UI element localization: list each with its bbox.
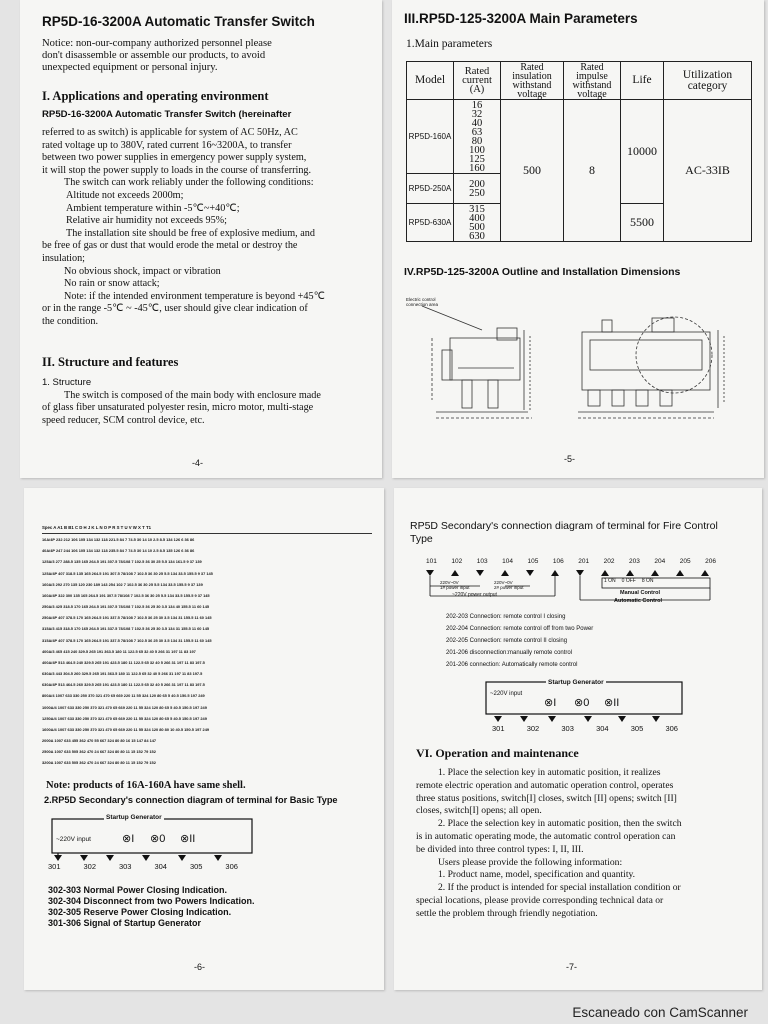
automatic-control-label: Automatic Control xyxy=(614,598,662,604)
indicator-symbol: ⊗0 xyxy=(574,697,590,709)
life-value: 10000 xyxy=(621,100,664,204)
electric-control-label: Electric control connection area xyxy=(406,297,439,307)
impulse-value: 8 xyxy=(564,100,621,242)
notice: Notice: non-our-company authorized personnel please don't disassemble or assemble our products, to avoid unexpected equipment or personal injury. xyxy=(42,38,272,74)
operation-body: 1. Place the selection key in automatic position, it realizes remote electric operation and automatic operation control, operates three status positions, switch[I] closes, switch [II] opens; switch [II] closes, switch[I] opens; all open. 2. Place the selection key in automatic position, then the switch is in automatic operating mode, the automatic control operation can be divided into three control types: I, II, III. Users please provide the following information: 1. Product name, model, specification and quantity. 2. If the product is intended for special installation condition or special locations, please provide corresponding technical data or settle the problem through friendly negotiation. xyxy=(416,767,682,919)
page-5 xyxy=(392,0,764,478)
page-4 xyxy=(20,0,382,478)
table-row: 315A/4P 407 378.5 170 165 264.5 191 337.5 78/108 7 102.5 36 25 30 3.5 134 31 155.5 11 60 145 xyxy=(42,637,212,643)
section2-body: 1. Structure The switch is composed of the main body with enclosure made of glass fiber unsaturated polyester resin, micro motor, multi-stage speed reducer, SCM control device, etc. xyxy=(42,377,321,426)
indicator-symbol: ⊗I xyxy=(122,833,135,845)
header-current: Rated current (A) xyxy=(454,62,501,100)
table-row: 125A/4P 407 318.5 135 165 264.5 191 307.5 78/108 7 102.5 36 30 25 5.5 134 33.5 155.5 9 37 145 xyxy=(42,570,213,576)
manual-control-label: Manual Control xyxy=(620,590,661,596)
table-row: 1600A/4 1007 633 330 250 370 321 470 65 669 220 11 55 324 120 80 80 10 40.5 150.5 197 249 xyxy=(42,726,210,732)
table-row: 630A/4P 513 464.5 260 329.5 265 191 423.5 180 11 122.5 65 32 40 5 266 31 197 11 83 197.5 xyxy=(42,682,205,688)
page5-title: III.RP5D-125-3200A Main Parameters xyxy=(404,11,638,26)
table-row: 400A/4P 513 464.5 240 329.5 265 191 423.5 180 11 122.5 65 32 40 5 266 31 197 11 83 197.5 xyxy=(42,659,205,665)
current-cell: 200 250 xyxy=(454,174,501,204)
section1-title: I. Applications and operating environment xyxy=(42,89,269,103)
table-row: 630A/3 443 304.5 260 329.5 265 191 363.5 180 11 122.5 65 32 40 5 266 31 197 11 83 197.5 xyxy=(42,671,203,677)
table-row: 16A/4P 232 212 106 105 134 132 118 221.5 84 7 74.5 30 14 10 2.5 8.5 134 126 6 36 86 xyxy=(42,537,195,543)
fire-box-terminal-numbers: 301 302 303 304 305 306 xyxy=(492,724,678,733)
table-row: 800A/4 1007 633 330 250 370 321 470 65 669 220 11 55 324 120 80 65 5 40.5 150.5 197 249 xyxy=(42,693,205,699)
indicator-symbol: ⊗I xyxy=(544,697,557,709)
table-row: 160A/3 292 270 135 120 230 189 143 254 102 7 102.5 36 30 25 5.5 134 33.5 155.5 9 37 139 xyxy=(42,581,203,587)
section2-title: II. Structure and features xyxy=(42,355,179,369)
power-input-1-label: 220V~0V 1# power input xyxy=(440,580,470,591)
startup-generator-label: Startup Generator xyxy=(106,814,162,821)
table-row: 1000A/4 1007 633 330 250 370 321 470 65 669 220 11 55 324 120 80 65 5 40.5 150.5 197 249 xyxy=(42,704,207,710)
header-impulse: Rated impulse withstand voltage xyxy=(564,62,621,100)
connection-list: 202-203 Connection: remote control I closing 202-204 Connection: remote control off from two Power 202-205 Connection: remote control II closing 201-206 disconnection:manually remote control 201-206 connection: Automatically remote control xyxy=(446,614,594,668)
page4-title: RP5D-16-3200A Automatic Transfer Switch xyxy=(42,14,315,29)
header-category: Utilization category xyxy=(664,62,752,100)
table-row: 250A/3 425 318.5 170 165 264.5 191 307.5 78/108 7 102.5 36 25 30 3.5 134 40 155.5 11 60 145 xyxy=(42,604,210,610)
camscanner-watermark: Escaneado con CamScanner xyxy=(572,1005,748,1020)
current-cell: 315 400 500 630 xyxy=(454,204,501,242)
model-cell: RP5D-160A xyxy=(407,100,454,174)
basic-terminal-numbers: 301 302 303 304 305 306 xyxy=(48,862,238,871)
model-cell: RP5D-630A xyxy=(407,204,454,242)
table-row: 160A/4P 322 300 135 165 264.5 191 307.5 78/108 7 102.5 36 30 25 5.5 134 33.5 155.5 9 37 145 xyxy=(42,592,210,598)
table-row: 2500A 1007 633 505 362 470 24 667 324 80 80 11 15 152 79 152 xyxy=(42,749,156,755)
header-insulation: Rated insulation withstand voltage xyxy=(501,62,564,100)
page-number: -7- xyxy=(566,962,577,972)
basic-diagram-title: 2.RP5D Secondary's connection diagram of terminal for Basic Type xyxy=(44,795,338,805)
header-life: Life xyxy=(621,62,664,100)
category-value: AC-33IB xyxy=(664,100,752,242)
current-cell: 16 32 40 63 80 100 125 160 xyxy=(454,100,501,174)
page5-subtitle: 1.Main parameters xyxy=(406,38,493,50)
indicator-symbol: ⊗II xyxy=(180,833,196,845)
input-label: ~220V input xyxy=(56,836,91,843)
basic-legend: 302-303 Normal Power Closing Indication. 302-304 Disconnect from two Powers Indication. 302-305 Reserve Power Closing Indication. 301-306 Signal of Startup Generator xyxy=(48,885,255,928)
fire-terminal-numbers: 101 102 103 104 105 106 201 202 203 204 205 206 xyxy=(426,558,716,565)
table-row: 2000A 1007 633 455 362 470 55 667 324 80 80 16 15 147 84 147 xyxy=(42,737,157,743)
life-value: 5500 xyxy=(621,204,664,242)
table-row: 315A/3 415 318.5 170 165 264.5 191 337.5 78/108 7 102.5 36 25 30 3.5 134 31 155.5 11 60 145 xyxy=(42,626,210,632)
page-number: -5- xyxy=(564,454,575,464)
shell-note: Note: products of 16A-160A have same shell. xyxy=(46,780,246,791)
page-6 xyxy=(24,488,384,990)
table-row: 40A/4P 247 244 106 105 134 132 118 235.5 84 7 74.5 30 14 10 2.5 8.5 135 126 6 36 86 xyxy=(42,548,195,554)
insulation-value: 500 xyxy=(501,100,564,242)
manual-switch-labels: 1 ON 0 OFF 8 ON xyxy=(604,578,654,584)
section1-subtitle: RP5D-16-3200A Automatic Transfer Switch (hereinafter xyxy=(42,109,292,120)
table-row: 1250A/4 1007 633 330 250 370 321 470 65 669 220 11 55 324 120 80 65 5 40.5 150.5 197 249 xyxy=(42,715,207,721)
dimensions-title: IV.RP5D-125-3200A Outline and Installation Dimensions xyxy=(404,266,681,278)
power-input-2-label: 220V~0V 2# power input xyxy=(494,580,524,591)
page-7 xyxy=(394,488,762,990)
table-row: 250A/4P 407 378.5 170 165 264.5 191 337.5 78/108 7 102.5 36 25 30 3.5 134 31 155.5 11 60 145 xyxy=(42,615,212,621)
startup-generator-label: Startup Generator xyxy=(548,679,604,686)
header-model: Model xyxy=(407,62,454,100)
power-output-label: ~220V power output xyxy=(452,592,497,598)
model-cell: RP5D-250A xyxy=(407,174,454,204)
outline-drawing xyxy=(402,300,752,430)
section1-body: referred to as switch) is applicable for system of AC 50Hz, AC rated voltage up to 380V, rated current 16~3200A, to transfer between two power supplies in emergency power supply system, it will stop the power supply to loads in the course of transferring. The switch can work reliably under the following conditions: Altitude not exceeds 2000m; Ambient temperature within -5℃~+40℃; Relative air humidity not exceeds 95%; The installation site should be free of explosive medium, and be free of gas or dust that would erode the metal or destroy the insulation; No obvious shock, impact or vibration No rain or snow attack; Note: if the intended environment temperature is beyond +45℃ or in the range -5℃ ~ -45℃, user should give clear indication of the condition. xyxy=(42,127,326,327)
operation-title: VI. Operation and maintenance xyxy=(416,746,579,760)
fire-control-title: RP5D Secondary's connection diagram of terminal for Fire Control Type xyxy=(410,520,718,545)
table-row: 400A/3 465 415 240 329.5 265 191 363.5 180 11 122.5 65 32 40 5 266 31 197 11 83 197 xyxy=(42,648,196,654)
main-parameters-table xyxy=(406,61,752,242)
spec-table xyxy=(42,522,372,768)
spec-header: Spec A A1 B B1 C D H J K L N O P R S T U V W X T T1 xyxy=(42,522,372,534)
page-number: -4- xyxy=(192,458,203,468)
indicator-symbol: ⊗0 xyxy=(150,833,166,845)
indicator-symbol: ⊗II xyxy=(604,697,620,709)
table-row: 3200A 1007 633 505 362 470 24 667 324 80 80 11 15 152 79 152 xyxy=(42,760,156,766)
input-label: ~220V input xyxy=(490,691,523,697)
table-row: 125A/3 277 288.5 135 165 264.5 191 307.5 78/108 7 102.5 36 30 25 5.5 134 161.5 9 37 139 xyxy=(42,559,202,565)
page-number: -6- xyxy=(194,962,205,972)
